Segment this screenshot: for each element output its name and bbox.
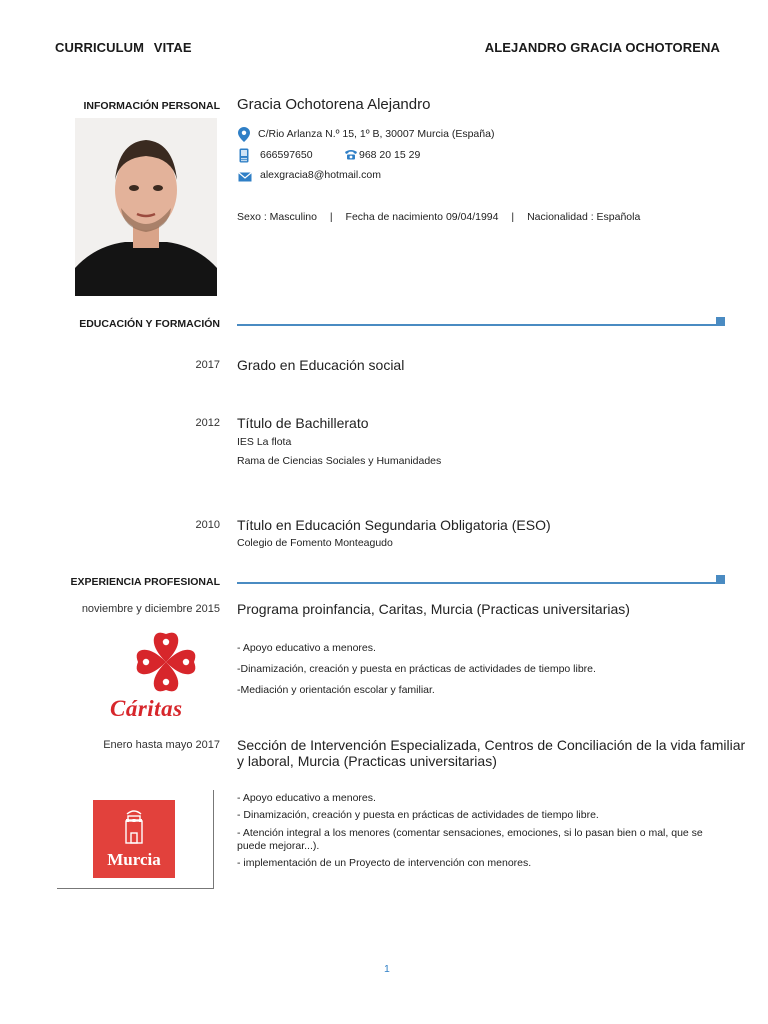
education-year: 2017 (195, 359, 220, 371)
education-year: 2012 (195, 417, 220, 429)
experience-bullet-continued: puede mejorar...). (237, 840, 320, 852)
education-detail: IES La flota (237, 436, 292, 448)
mobile-number: 666597650 (260, 149, 313, 161)
section-label-personal: INFORMACIÓN PERSONAL (83, 100, 220, 112)
experience-title: Programa proinfancia, Caritas, Murcia (Practicas universitarias) (237, 601, 630, 617)
separator: | (511, 211, 515, 223)
education-title: Grado en Educación social (237, 357, 405, 373)
experience-bullet: - Dinamización, creación y puesta en prácticas de actividades de tiempo libre. (237, 809, 599, 821)
experience-title-line-1: Sección de Intervención Especializada, Centros de Conciliación de la vida familiar (237, 737, 746, 753)
experience-bullet: -Dinamización, creación y puesta en prácticas de actividades de tiempo libre. (237, 663, 596, 675)
logo-frame-vertical (213, 790, 214, 889)
separator: | (329, 211, 333, 223)
education-year: 2010 (195, 519, 220, 531)
section-label-education: EDUCACIÓN Y FORMACIÓN (79, 318, 220, 330)
page-number: 1 (384, 963, 390, 975)
nationality-field: Nacionalidad : Española (527, 211, 641, 223)
education-detail: Colegio de Fomento Monteagudo (237, 537, 393, 549)
murcia-logo-text: Murcia (107, 850, 161, 869)
experience-bullet: - Atención integral a los menores (comentar sensaciones, emociones, si lo pasan bien o mal, que se (237, 827, 703, 839)
section-divider (237, 324, 719, 326)
birth-date-field: Fecha de nacimiento 09/04/1994 (345, 211, 499, 223)
personal-details-row (237, 211, 640, 223)
email-address[interactable]: alexgracia8@hotmail.com (260, 169, 381, 181)
section-label-experience: EXPERIENCIA PROFESIONAL (70, 576, 220, 588)
telephone-icon (344, 149, 358, 163)
cv-header-title: CURRICULUM VITAE (55, 40, 192, 55)
experience-bullet: - Apoyo educativo a menores. (237, 792, 376, 804)
phone-number: 968 20 15 29 (359, 149, 421, 161)
caritas-logo-text: Cáritas (110, 696, 183, 721)
section-divider-marker (716, 317, 725, 326)
murcia-logo (93, 800, 175, 878)
education-title: Título de Bachillerato (237, 415, 369, 431)
experience-bullet: - implementación de un Proyecto de intervención con menores. (237, 857, 532, 869)
experience-date: Enero hasta mayo 2017 (103, 739, 220, 751)
mobile-phone-icon (239, 148, 249, 166)
sex-field: Sexo : Masculino (237, 211, 317, 223)
cv-header-name: ALEJANDRO GRACIA OCHOTORENA (484, 40, 720, 55)
location-pin-icon (238, 127, 250, 145)
education-title: Título en Educación Segundaria Obligatoria (ESO) (237, 517, 551, 533)
address-text: C/Rio Arlanza N.º 15, 1º B, 30007 Murcia (España) (258, 128, 495, 140)
castle-icon (93, 800, 175, 850)
logo-frame-horizontal (57, 888, 214, 889)
caritas-logo (108, 628, 224, 720)
personal-name: Gracia Ochotorena Alejandro (237, 96, 431, 113)
experience-title-line-2: y laboral, Murcia (Practicas universitarias) (237, 753, 497, 769)
envelope-icon (238, 172, 252, 185)
section-divider-marker (716, 575, 725, 584)
section-divider (237, 582, 719, 584)
experience-bullet: -Mediación y orientación escolar y familiar. (237, 684, 435, 696)
education-detail: Rama de Ciencias Sociales y Humanidades (237, 455, 442, 467)
experience-bullet: - Apoyo educativo a menores. (237, 642, 376, 654)
experience-date: noviembre y diciembre 2015 (81, 603, 220, 615)
profile-photo (75, 118, 217, 296)
